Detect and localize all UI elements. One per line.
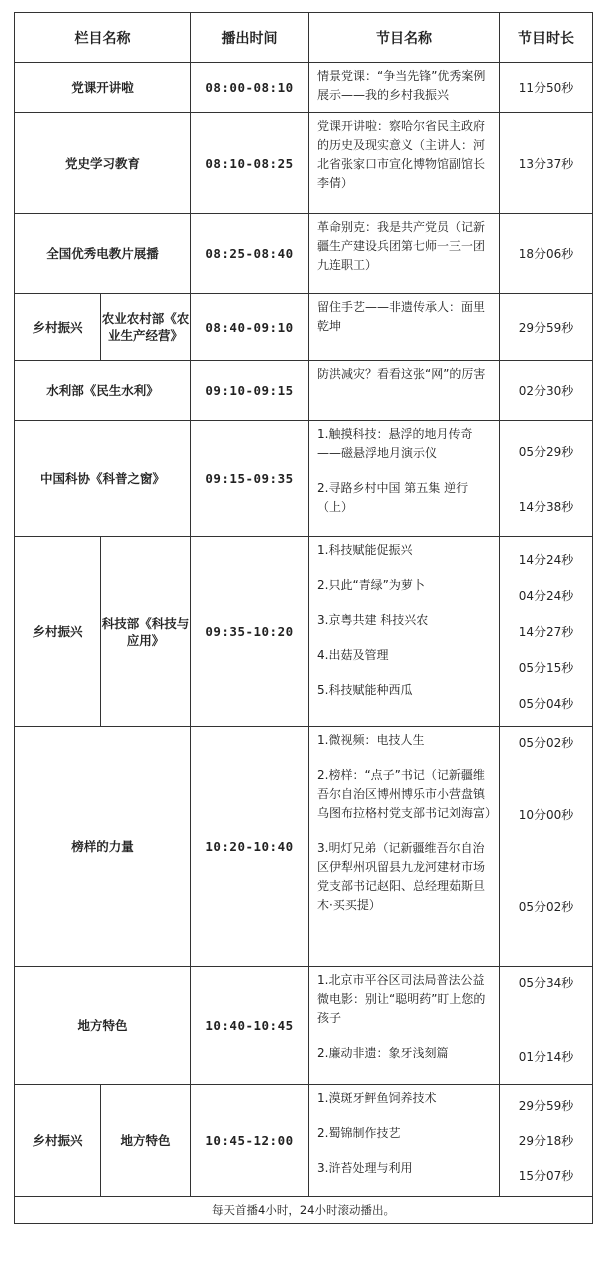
header-row: [15, 13, 593, 63]
column-name: 中国科协《科普之窗》: [15, 421, 191, 537]
schedule-table: [14, 12, 593, 1224]
column-subcategory: 农业农村部《农业生产经营》: [101, 294, 191, 361]
program-item: 3.明灯兄弟（记新疆维吾尔自治区伊犁州巩留县九龙河建材市场党支部书记赵阳、总经理茹斯旦木·买买提）: [317, 841, 486, 912]
duration-value: 14分24秒: [518, 553, 574, 567]
program-cell: [309, 214, 500, 294]
program-item: 党课开讲啦：察哈尔省民主政府的历史及现实意义（主讲人：河北省张家口市宣化博物馆副馆长李倩）: [317, 119, 486, 190]
program-item: 3.浒苔处理与利用: [317, 1161, 413, 1175]
duration-value: 13分37秒: [518, 156, 574, 171]
column-subcategory: 科技部《科技与应用》: [101, 537, 191, 727]
duration-value: 11分50秒: [518, 81, 574, 95]
table-row: [15, 294, 593, 361]
table-row: [15, 537, 593, 727]
program-item: 4.出菇及管理: [317, 648, 389, 662]
program-cell: [309, 361, 500, 421]
footer-note: 每天首播4小时，24小时滚动播出。: [15, 1197, 593, 1224]
table-row: [15, 361, 593, 421]
program-item: 3.京粤共建 科技兴农: [317, 613, 429, 627]
program-cell: [309, 967, 500, 1085]
duration-value: 29分59秒: [518, 320, 574, 335]
duration-cell: [500, 361, 593, 421]
air-time: 09:10-09:15: [191, 361, 309, 421]
table-row: [15, 63, 593, 113]
column-category: 乡村振兴: [15, 537, 101, 727]
duration-cell: [500, 113, 593, 214]
duration-value: 05分34秒: [518, 975, 574, 990]
program-item: 1.科技赋能促振兴: [317, 543, 413, 557]
duration-value: 04分24秒: [518, 589, 574, 603]
air-time: 08:10-08:25: [191, 113, 309, 214]
duration-value: 02分30秒: [518, 384, 574, 398]
program-item: 情景党课：“争当先锋”优秀案例展示——我的乡村我振兴: [317, 69, 486, 102]
header-air-time: 播出时间: [191, 13, 309, 63]
air-time: 08:40-09:10: [191, 294, 309, 361]
duration-value: 15分07秒: [518, 1169, 574, 1184]
duration-value: 05分04秒: [518, 697, 574, 711]
column-name: 党课开讲啦: [15, 63, 191, 113]
column-subcategory: 地方特色: [101, 1085, 191, 1197]
duration-value: 01分14秒: [518, 1049, 574, 1064]
table-row: [15, 214, 593, 294]
duration-value: 18分06秒: [518, 247, 574, 261]
air-time: 08:00-08:10: [191, 63, 309, 113]
duration-value: 29分59秒: [518, 1098, 574, 1113]
duration-value: 14分38秒: [518, 499, 574, 514]
duration-value: 05分15秒: [518, 661, 574, 675]
duration-cell: [500, 537, 593, 727]
column-name: 水利部《民生水利》: [15, 361, 191, 421]
duration-value: 05分02秒: [518, 735, 574, 750]
program-item: 革命别克：我是共产党员（记新疆生产建设兵团第七师一三一团九连职工）: [317, 220, 486, 272]
program-item: 2.榜样：“点子”书记（记新疆维吾尔自治区博州博乐市小营盘镇乌图布拉格村党支部书记刘海富）: [317, 768, 498, 820]
program-cell: [309, 1085, 500, 1197]
duration-cell: [500, 967, 593, 1085]
program-item: 留住手艺——非遗传承人：面里乾坤: [317, 300, 486, 333]
column-name: 党史学习教育: [15, 113, 191, 214]
program-cell: [309, 537, 500, 727]
program-item: 1.漠斑牙鲆鱼饲养技术: [317, 1091, 437, 1105]
footer-row: [15, 1197, 593, 1224]
program-item: 1.触摸科技：悬浮的地月传奇——磁悬浮地月演示仪: [317, 427, 473, 460]
program-item: 2.只此“青绿”为萝卜: [317, 578, 425, 592]
program-item: 1.北京市平谷区司法局普法公益微电影：别让“聪明药”盯上您的孩子: [317, 973, 486, 1025]
program-item: 2.蜀锦制作技艺: [317, 1126, 401, 1140]
duration-value: 10分00秒: [518, 807, 574, 822]
header-column-name: 栏目名称: [15, 13, 191, 63]
header-duration: 节目时长: [500, 13, 593, 63]
duration-cell: [500, 214, 593, 294]
program-item: 5.科技赋能种西瓜: [317, 683, 413, 697]
program-cell: [309, 63, 500, 113]
duration-cell: [500, 1085, 593, 1197]
table-row: [15, 967, 593, 1085]
duration-cell: [500, 421, 593, 537]
air-time: 09:15-09:35: [191, 421, 309, 537]
header-program-name: 节目名称: [309, 13, 500, 63]
column-category: 乡村振兴: [15, 294, 101, 361]
table-row: [15, 727, 593, 967]
duration-cell: [500, 63, 593, 113]
duration-cell: [500, 294, 593, 361]
air-time: 10:40-10:45: [191, 967, 309, 1085]
table-row: [15, 421, 593, 537]
program-cell: [309, 294, 500, 361]
air-time: 09:35-10:20: [191, 537, 309, 727]
duration-cell: [500, 727, 593, 967]
program-item: 2.寻路乡村中国 第五集 逆行（上）: [317, 481, 469, 514]
column-name: 榜样的力量: [15, 727, 191, 967]
duration-value: 14分27秒: [518, 625, 574, 639]
table-row: [15, 113, 593, 214]
duration-value: 05分02秒: [518, 899, 574, 914]
column-category: 乡村振兴: [15, 1085, 101, 1197]
air-time: 10:45-12:00: [191, 1085, 309, 1197]
program-item: 防洪减灾？看看这张“网”的厉害: [317, 367, 486, 381]
program-item: 1.微视频：电技人生: [317, 733, 425, 747]
column-name: 全国优秀电教片展播: [15, 214, 191, 294]
duration-value: 05分29秒: [518, 444, 574, 459]
air-time: 08:25-08:40: [191, 214, 309, 294]
program-cell: [309, 727, 500, 967]
table-row: [15, 1085, 593, 1197]
program-cell: [309, 421, 500, 537]
program-item: 2.廉动非遗：象牙浅刻篇: [317, 1046, 449, 1060]
duration-value: 29分18秒: [518, 1133, 574, 1148]
air-time: 10:20-10:40: [191, 727, 309, 967]
program-cell: [309, 113, 500, 214]
column-name: 地方特色: [15, 967, 191, 1085]
